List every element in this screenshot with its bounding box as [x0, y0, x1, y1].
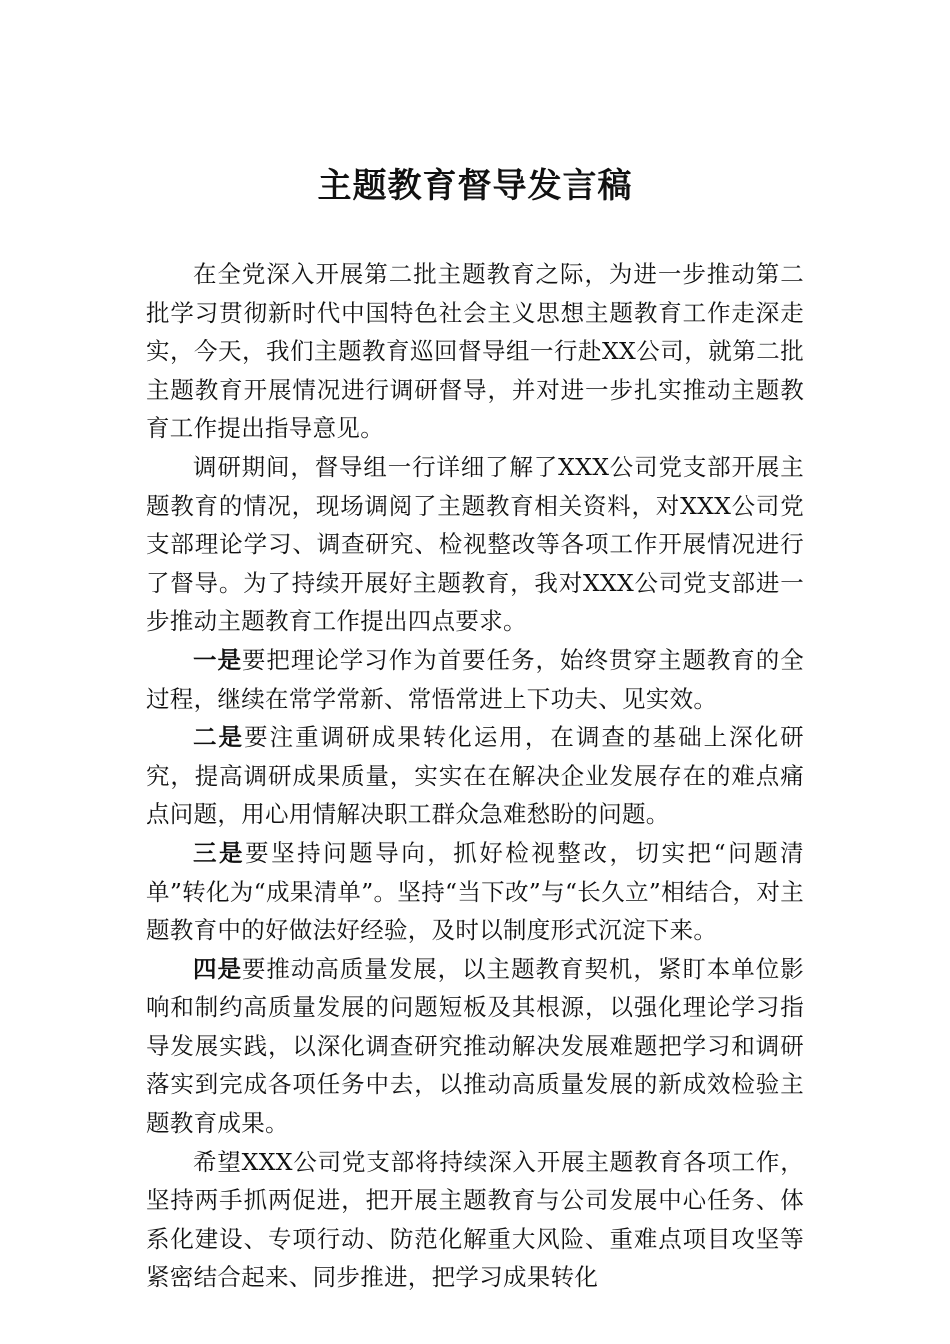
paragraph-requirement-3 — [146, 834, 804, 950]
document-body — [146, 255, 804, 1297]
paragraph-lead: 一是 — [193, 645, 242, 674]
paragraph-closing — [146, 1143, 804, 1297]
paragraph-requirement-2 — [146, 718, 804, 834]
paragraph-text: 调研期间，督导组一行详细了解了XXX公司党支部开展主题教育的情况，现场调阅了主题教育相关资料，对XXX公司党支部理论学习、调查研究、检视整改等各项工作开展情况进行了督导。为了持续开展好主题教育，我对XXX公司党支部进一步推动主题教育工作提出四点要求。 — [146, 452, 804, 636]
paragraph-requirement-1 — [146, 641, 804, 718]
paragraph-lead: 三是 — [193, 838, 246, 867]
paragraph-text: 在全党深入开展第二批主题教育之际，为进一步推动第二批学习贯彻新时代中国特色社会主义思想主题教育工作走深走实，今天，我们主题教育巡回督导组一行赴XX公司，就第二批主题教育开展情况进行调研督导，并对进一步扎实推动主题教育工作提出指导意见。 — [146, 260, 804, 443]
document-title: 主题教育督导发言稿 — [317, 166, 633, 206]
paragraph-text: 希望XXX公司党支部将持续深入开展主题教育各项工作，坚持两手抓两促进，把开展主题教育与公司发展中心任务、体系化建设、专项行动、防范化解重大风险、重难点项目攻坚等紧密结合起来、同步推进，把学习成果转化 — [146, 1147, 804, 1292]
paragraph-requirement-4 — [146, 950, 804, 1143]
paragraph-lead: 二是 — [193, 723, 245, 752]
paragraph-text: 要把理论学习作为首要任务，始终贯穿主题教育的全过程，继续在常学常新、常悟常进上下功夫、见实效。 — [146, 645, 804, 713]
paragraph-lead: 四是 — [193, 954, 242, 983]
paragraph-text: 要推动高质量发展，以主题教育契机，紧盯本单位影响和制约高质量发展的问题短板及其根源，以强化理论学习指导发展实践，以深化调查研究推动解决发展难题把学习和调研落实到完成各项任务中去，以推动高质量发展的新成效检验主题教育成果。 — [146, 954, 804, 1138]
paragraph-survey — [146, 448, 804, 641]
paragraph-intro — [146, 255, 804, 448]
paragraph-text: 要注重调研成果转化运用，在调查的基础上深化研究，提高调研成果质量，实实在在解决企业发展存在的难点痛点问题，用心用情解决职工群众急难愁盼的问题。 — [146, 723, 804, 829]
paragraph-text: 要坚持问题导向，抓好检视整改，切实把“问题清单”转化为“成果清单”。坚持“当下改”与“长久立”相结合，对主题教育中的好做法好经验，及时以制度形式沉淀下来。 — [146, 838, 804, 945]
